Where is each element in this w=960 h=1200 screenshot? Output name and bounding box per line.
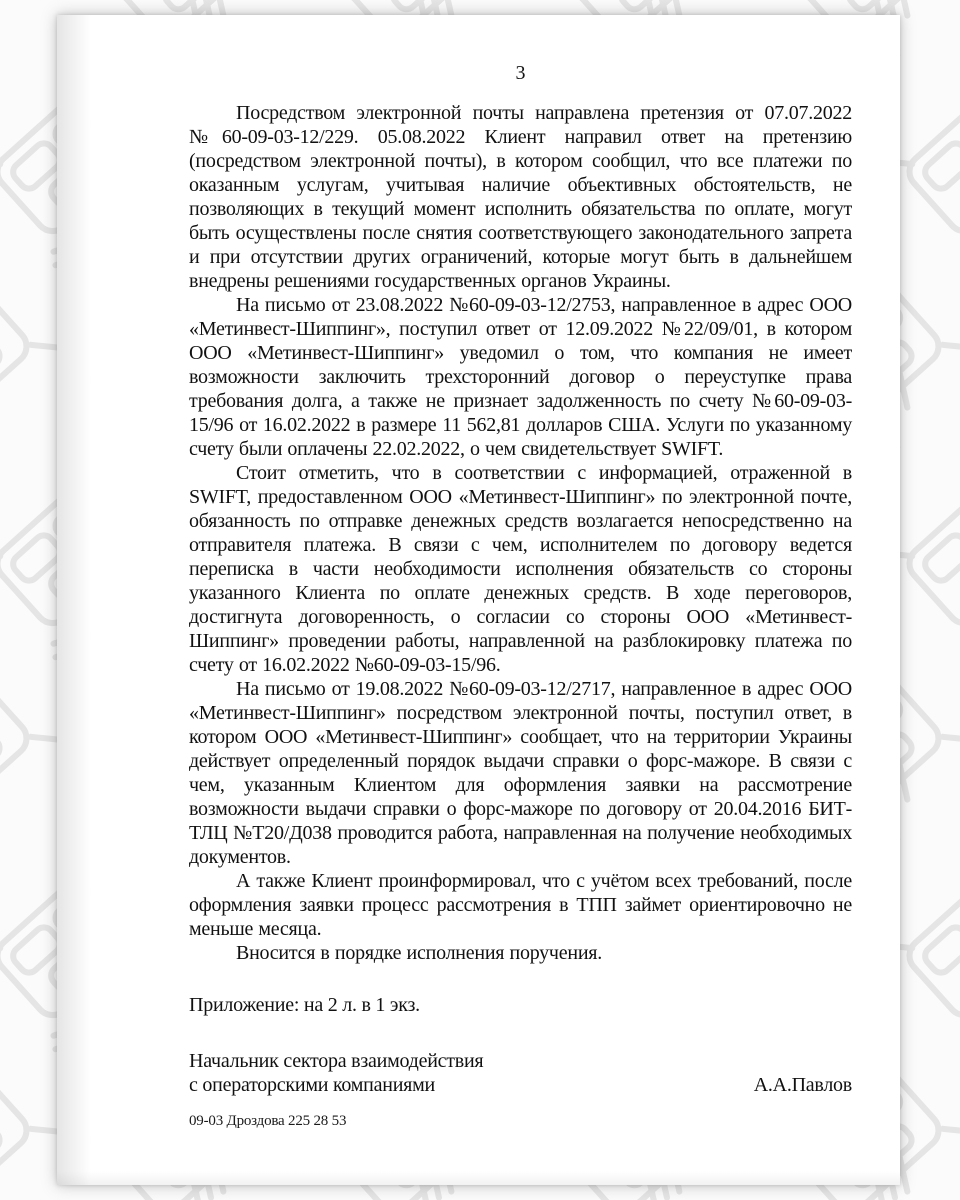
document-page [57,15,900,1185]
page-left-edge-shadow [57,15,91,1185]
page-number: 3 [515,62,526,84]
footer-reference: 09-03 Дроздова 225 28 53 [189,1113,347,1129]
paragraph: Вносится в порядке исполнения поручения. [236,942,602,964]
paragraph: Посредством электронной почты направлена претензия от 07.07.2022 №60-09-03-12/229. 05.08.2022 Клиент направил ответ на претензию (посредством электронной почты), в котором сообщил, что все платежи по оказанным услугам, учитывая наличие объективных обстоятельств, не позволяющих в текущий момент исполнить обязательства по оплате, могут быть осуществлены после снятия соответствующего законодательного запрета и при отсутствии других ограничений, которые могут быть в дальнейшем внедрены решениями государственных органов Украины. [189,102,852,292]
signer-position-line1: Начальник сектора взаимодействия [189,1050,484,1072]
attachment-note: Приложение: на 2 л. в 1 экз. [189,994,420,1016]
signer-position [189,1049,483,1097]
signature-block [189,1049,852,1097]
paragraph: А также Клиент проинформировал, что с учётом всех требований, после оформления заявки процесс рассмотрения в ТПП займет ориентировочно не меньше месяца. [189,870,852,940]
paragraph: Стоит отметить, что в соответствии с информацией, отраженной в SWIFT, предоставленном ООО «Метинвест-Шиппинг» по электронной почте, обязанность по отправке денежных средств возлагается непосредственно на отправителя платежа. В связи с чем, исполнителем по договору ведется переписка в части необходимости исполнения обязательств со стороны указанного Клиента по оплате денежных средств. В ходе переговоров, достигнута договоренность, о согласии со стороны ООО «Метинвест-Шиппинг» проведении работы, направленной на разблокировку платежа по счету от 16.02.2022 №60-09-03-15/96. [189,462,852,676]
paragraph: На письмо от 19.08.2022 №60-09-03-12/2717, направленное в адрес ООО «Метинвест-Шиппинг» посредством электронной почты, поступил ответ, в котором ООО «Метинвест-Шиппинг» сообщает, что на территории Украины действует определенный порядок выдачи справки о форс-мажоре. В связи с чем, указанным Клиентом для оформления заявки на рассмотрение возможности выдачи справки о форс-мажоре по договору от 20.04.2016 БИТ-ТЛЦ №Т20/Д038 проводится работа, направленная на получение необходимых документов. [189,678,852,868]
signer-name: А.А.Павлов [753,1074,852,1096]
paragraph: На письмо от 23.08.2022 №60-09-03-12/2753, направленное в адрес ООО «Метинвест-Шиппинг», поступил ответ от 12.09.2022 №22/09/01, в котором ООО «Метинвест-Шиппинг» уведомил о том, что компания не имеет возможности заключить трехсторонний договор о переуступке права требования долга, а также не признает задолженность по счету №60-09-03-15/96 от 16.02.2022 в размере 11 562,81 долларов США. Услуги по указанному счету были оплачены 22.02.2022, о чем свидетельствует SWIFT. [189,294,852,460]
document-body [189,101,852,965]
page-bottom-edge-shadow [57,1171,900,1185]
signer-position-line2: с операторскими компаниями [189,1074,435,1096]
